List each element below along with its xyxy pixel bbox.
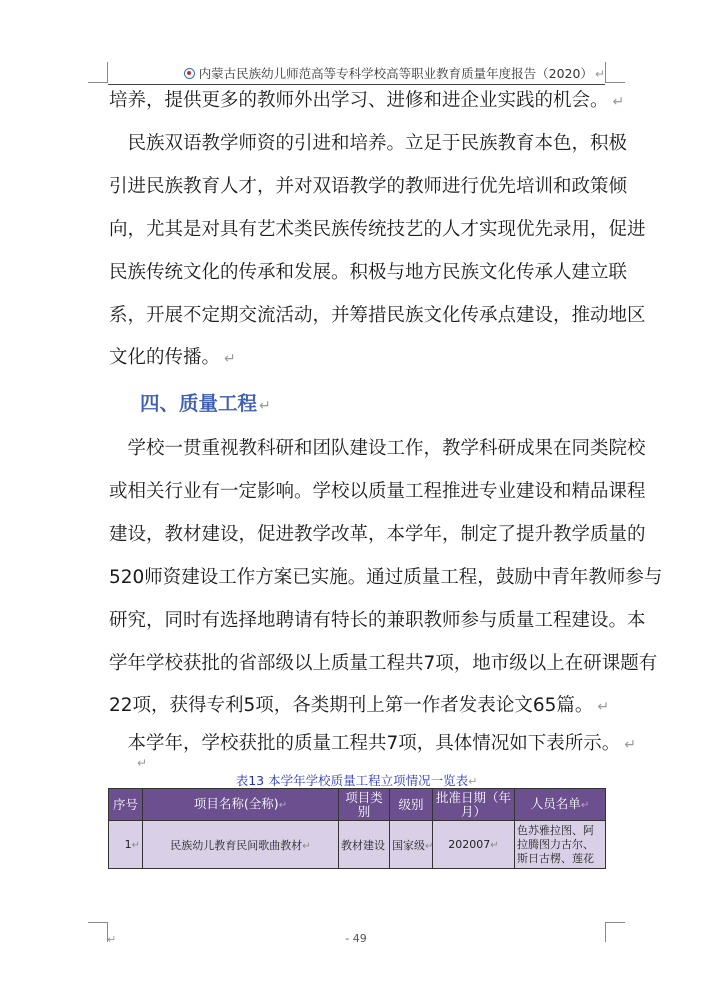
section-heading: 四、质量工程 ↵: [140, 392, 271, 415]
table-row: [109, 821, 606, 869]
table-header-cell: 项目类别: [339, 789, 390, 821]
crop-mark-bottom-right-v: [605, 922, 606, 942]
paragraph-mark-icon: ↵: [224, 351, 236, 367]
table-caption: 表13 本学年学校质量工程立项情况一览表↵: [235, 773, 478, 788]
crop-mark-top-right-v: [605, 62, 606, 82]
paragraph-mark-icon: ↵: [302, 840, 311, 852]
header-title: 内蒙古民族幼儿师范高等专科学校高等职业教育质量年度报告（2020）: [198, 66, 593, 81]
table-header-cell: 人员名单↵: [515, 789, 606, 821]
text-line: 本学年，学校获批的质量工程共7项，具体情况如下表所示。 ↵: [109, 733, 637, 754]
table-header-cell: 批准日期（年月）: [433, 789, 515, 821]
table-cell: 教材建设: [339, 821, 390, 869]
school-logo-icon: [184, 68, 195, 79]
paragraph-mark-icon: ↵: [425, 840, 434, 852]
table-cell: 民族幼儿教育民间歌曲教材↵: [143, 821, 339, 869]
table-cell: 国家级↵: [390, 821, 433, 869]
table-header-cell: 项目名称(全称)↵: [143, 789, 339, 821]
text-line: 文化的传播。 ↵: [109, 347, 236, 368]
table-cell: 202007↵: [433, 821, 515, 869]
text-line: 学校一贯重视教科研和团队建设工作，教学科研成果在同类院校: [109, 438, 646, 459]
running-header: [108, 64, 605, 85]
text-line: 学年学校获批的省部级以上质量工程共7项，地市级以上在研课题有: [109, 653, 658, 674]
text-line: 建设，教材建设，促进教学改革，本学年，制定了提升教学质量的: [109, 524, 646, 545]
paragraph-mark-icon: ↵: [597, 699, 610, 715]
text-line: 民族传统文化的传承和发展。积极与地方民族文化传承人建立联: [109, 262, 628, 283]
quality-project-table: [108, 788, 606, 869]
table-cell: 1↵: [109, 821, 143, 869]
crop-mark-top-left-h: [88, 82, 108, 83]
text-line: 引进民族教育人才，并对双语教学的教师进行优先培训和政策倾: [109, 176, 628, 197]
paragraph-mark-icon: ↵: [624, 737, 637, 753]
crop-mark-bottom-right-h: [605, 922, 625, 923]
text-line: 培养，提供更多的教师外出学习、进修和进企业实践的机会。 ↵: [109, 90, 625, 111]
text-line: 向，尤其是对具有艺术类民族传统技艺的人才实现优先录用，促进: [109, 219, 646, 240]
paragraph-mark-icon: ↵: [278, 799, 288, 811]
table-header-row: [109, 789, 606, 821]
paragraph-mark-icon: ↵: [131, 840, 140, 851]
page-number: - 49: [345, 932, 367, 945]
text-line: 研究，同时有选择地聘请有特长的兼职教师参与质量工程建设。本: [109, 610, 646, 631]
text-line: 民族双语教学师资的引进和培养。立足于民族教育本色，积极: [109, 133, 628, 154]
text-line: 或相关行业有一定影响。学校以质量工程推进专业建设和精品课程: [109, 481, 646, 502]
paragraph-mark-icon: ↵: [594, 67, 605, 81]
table-header-cell: 序号: [109, 789, 143, 821]
table-cell: 色苏雅拉图、阿拉腾图力古尔、斯日古楞、莲花: [515, 821, 606, 869]
paragraph-mark-icon: ↵: [107, 933, 117, 946]
paragraph-mark-icon: ↵: [580, 799, 590, 811]
paragraph-mark-icon: ↵: [612, 94, 625, 110]
text-line: 22项，获得专利5项，各类期刊上第一作者发表论文65篇。 ↵: [109, 695, 610, 716]
crop-mark-bottom-left-h: [88, 922, 108, 923]
paragraph-mark-icon: ↵: [468, 775, 478, 788]
text-line: 系，开展不定期交流活动，并筹措民族文化传承点建设，推动地区: [109, 305, 646, 326]
crop-mark-top-right-h: [605, 82, 625, 83]
paragraph-mark-icon: ↵: [137, 756, 148, 770]
paragraph-mark-icon: ↵: [490, 840, 499, 851]
text-line: 520师资建设工作方案已实施。通过质量工程，鼓励中青年教师参与: [109, 567, 663, 588]
paragraph-mark-icon: ↵: [259, 398, 271, 414]
table-header-cell: 级别: [390, 789, 433, 821]
